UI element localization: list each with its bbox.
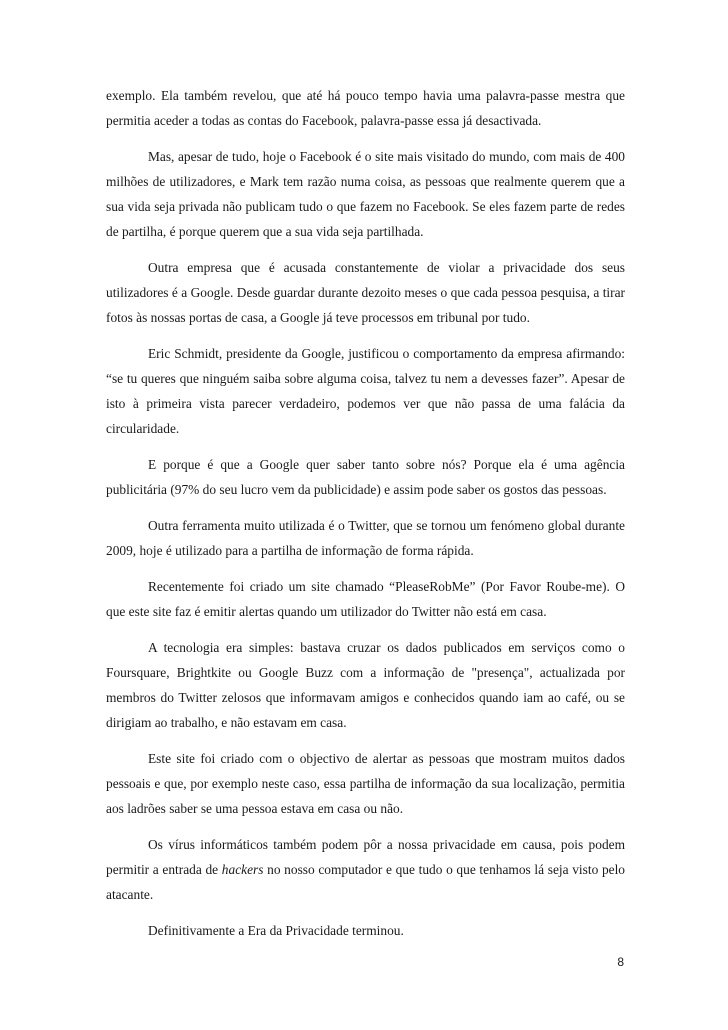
paragraph: A tecnologia era simples: bastava cruzar os dados publicados em serviços como o Foursquare, Brightkite ou Google Buzz com a informação de "presença", actualizada por membros do Twitter zelosos que informavam amigos e conhecidos quando iam ao café, ou se dirigiam ao trabalho, e não estavam em casa. — [106, 640, 625, 730]
paragraph: Eric Schmidt, presidente da Google, justificou o comportamento da empresa afirmando: “se tu queres que ninguém saiba sobre alguma coisa, talvez tu nem a devesses fazer”. Apesar de isto à primeira vista parecer verdadeiro, podemos ver que não passa de uma falácia da circularidade. — [106, 346, 625, 436]
paragraph: Definitivamente a Era da Privacidade terminou. — [148, 923, 404, 938]
paragraph: Mas, apesar de tudo, hoje o Facebook é o site mais visitado do mundo, com mais de 400 milhões de utilizadores, e Mark tem razão numa coisa, as pessoas que realmente querem que a sua vida seja privada não publicam tudo o que fazem no Facebook. Se eles fazem parte de redes de partilha, é porque querem que a sua vida seja partilhada. — [106, 149, 625, 239]
italic-term: hackers — [221, 862, 264, 877]
body-text — [106, 83, 625, 954]
paragraph: E porque é que a Google quer saber tanto sobre nós? Porque ela é uma agência publicitária (97% do seu lucro vem da publicidade) e assim pode saber os gostos das pessoas. — [106, 457, 625, 497]
paragraph-text: Os vírus informáticos também podem pôr a nossa privacidade em causa, pois podem permitir a entrada de — [106, 837, 625, 877]
paragraph: Recentemente foi criado um site chamado “PleaseRobMe” (Por Favor Roube-me). O que este site faz é emitir alertas quando um utilizador do Twitter não está em casa. — [106, 579, 625, 619]
paragraph-text: no nosso computador e que tudo o que tenhamos lá seja visto pelo atacante. — [106, 862, 625, 902]
paragraph — [106, 832, 625, 907]
paragraph: Outra empresa que é acusada constantemente de violar a privacidade dos seus utilizadores é a Google. Desde guardar durante dezoito meses o que cada pessoa pesquisa, a tirar fotos às nossas portas de casa, a Google já teve processos em tribunal por tudo. — [106, 260, 625, 325]
page-number: 8 — [617, 955, 624, 969]
paragraph: Este site foi criado com o objectivo de alertar as pessoas que mostram muitos dados pessoais e que, por exemplo neste caso, essa partilha de informação da sua localização, permitia aos ladrões saber se uma pessoa estava em casa ou não. — [106, 751, 625, 816]
paragraph: exemplo. Ela também revelou, que até há pouco tempo havia uma palavra-passe mestra que permitia aceder a todas as contas do Facebook, palavra-passe essa já desactivada. — [106, 88, 625, 128]
paragraph: Outra ferramenta muito utilizada é o Twitter, que se tornou um fenómeno global durante 2009, hoje é utilizado para a partilha de informação de forma rápida. — [106, 518, 625, 558]
